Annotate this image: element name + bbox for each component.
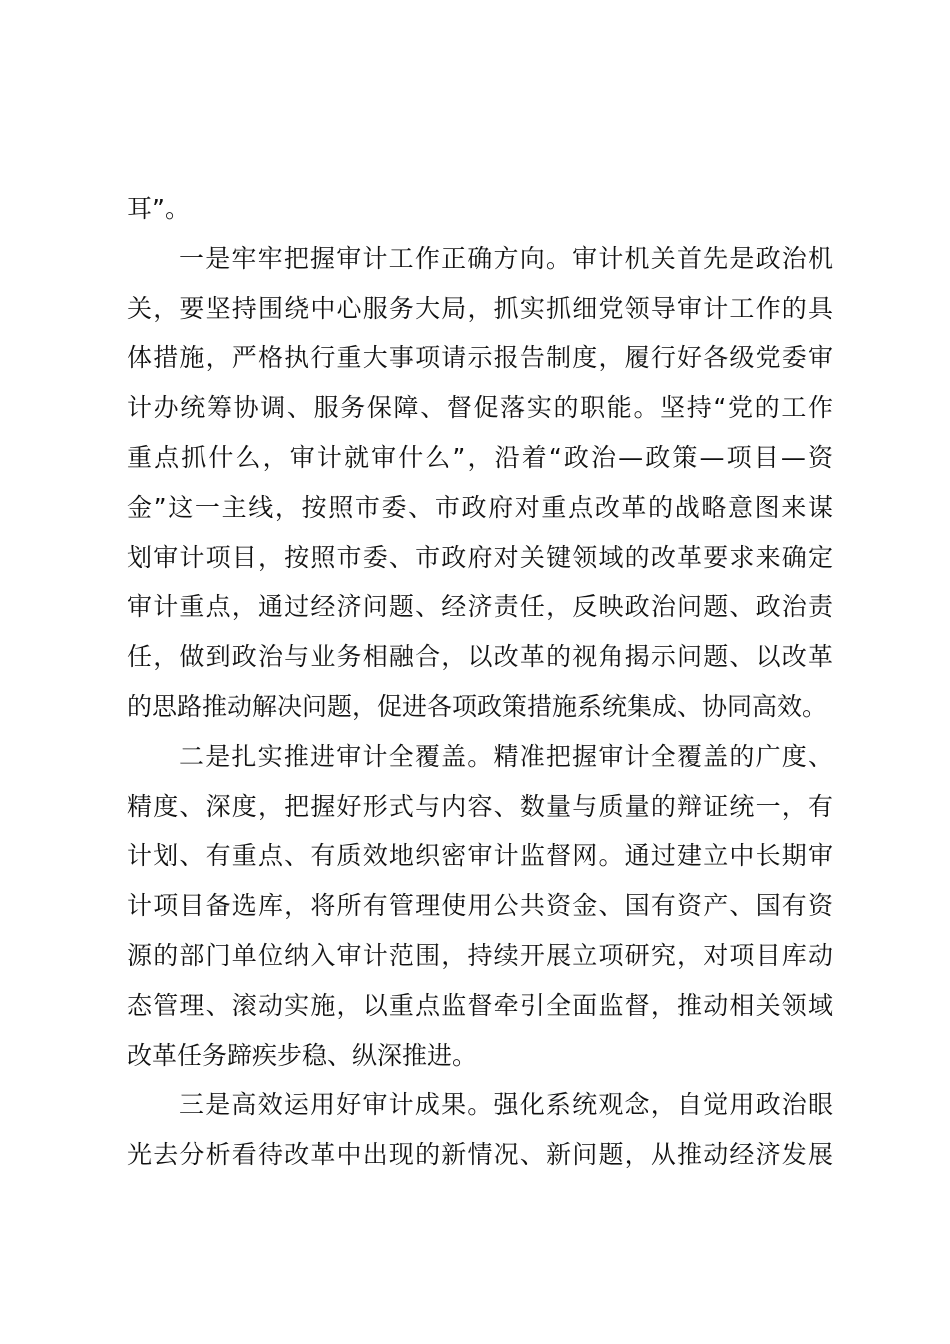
text-line: 金”这一主线，按照市委、市政府对重点改革的战略意图来谋 bbox=[127, 492, 833, 522]
text-line: 任，做到政治与业务相融合，以改革的视角揭示问题、以改革 bbox=[127, 642, 833, 672]
text-line: 精度、深度，把握好形式与内容、数量与质量的辩证统一，有 bbox=[127, 791, 833, 821]
text-line: 体措施，严格执行重大事项请示报告制度，履行好各级党委审 bbox=[127, 343, 833, 373]
text-line: 计项目备选库，将所有管理使用公共资金、国有资产、国有资 bbox=[127, 891, 833, 921]
paragraph-start-line: 一是牢牢把握审计工作正确方向。审计机关首先是政治机 bbox=[179, 243, 833, 273]
text-line: 计划、有重点、有质效地织密审计监督网。通过建立中长期审 bbox=[127, 841, 833, 871]
paragraph-start-line: 二是扎实推进审计全覆盖。精准把握审计全覆盖的广度、 bbox=[179, 741, 833, 771]
text-line: 审计重点，通过经济问题、经济责任，反映政治问题、政治责 bbox=[127, 592, 833, 622]
text-line: 光去分析看待改革中出现的新情况、新问题，从推动经济发展 bbox=[127, 1140, 833, 1170]
text-line: 重点抓什么，审计就审什么”，沿着“政治—政策—项目—资 bbox=[127, 442, 833, 472]
document-body bbox=[127, 184, 833, 1180]
paragraph-start-line: 三是高效运用好审计成果。强化系统观念，自觉用政治眼 bbox=[179, 1090, 833, 1120]
text-line: 的思路推动解决问题，促进各项政策措施系统集成、协同高效。 bbox=[127, 691, 828, 721]
text-line: 改革任务蹄疾步稳、纵深推进。 bbox=[127, 1040, 478, 1070]
text-line: 划审计项目，按照市委、市政府对关键领域的改革要求来确定 bbox=[127, 542, 833, 572]
text-line: 源的部门单位纳入审计范围，持续开展立项研究，对项目库动 bbox=[127, 940, 833, 970]
text-line: 计办统筹协调、服务保障、督促落实的职能。坚持“党的工作 bbox=[127, 393, 833, 423]
text-line: 耳”。 bbox=[127, 194, 190, 223]
text-line: 态管理、滚动实施，以重点监督牵引全面监督，推动相关领域 bbox=[127, 990, 833, 1020]
text-line: 关，要坚持围绕中心服务大局，抓实抓细党领导审计工作的具 bbox=[127, 293, 833, 323]
